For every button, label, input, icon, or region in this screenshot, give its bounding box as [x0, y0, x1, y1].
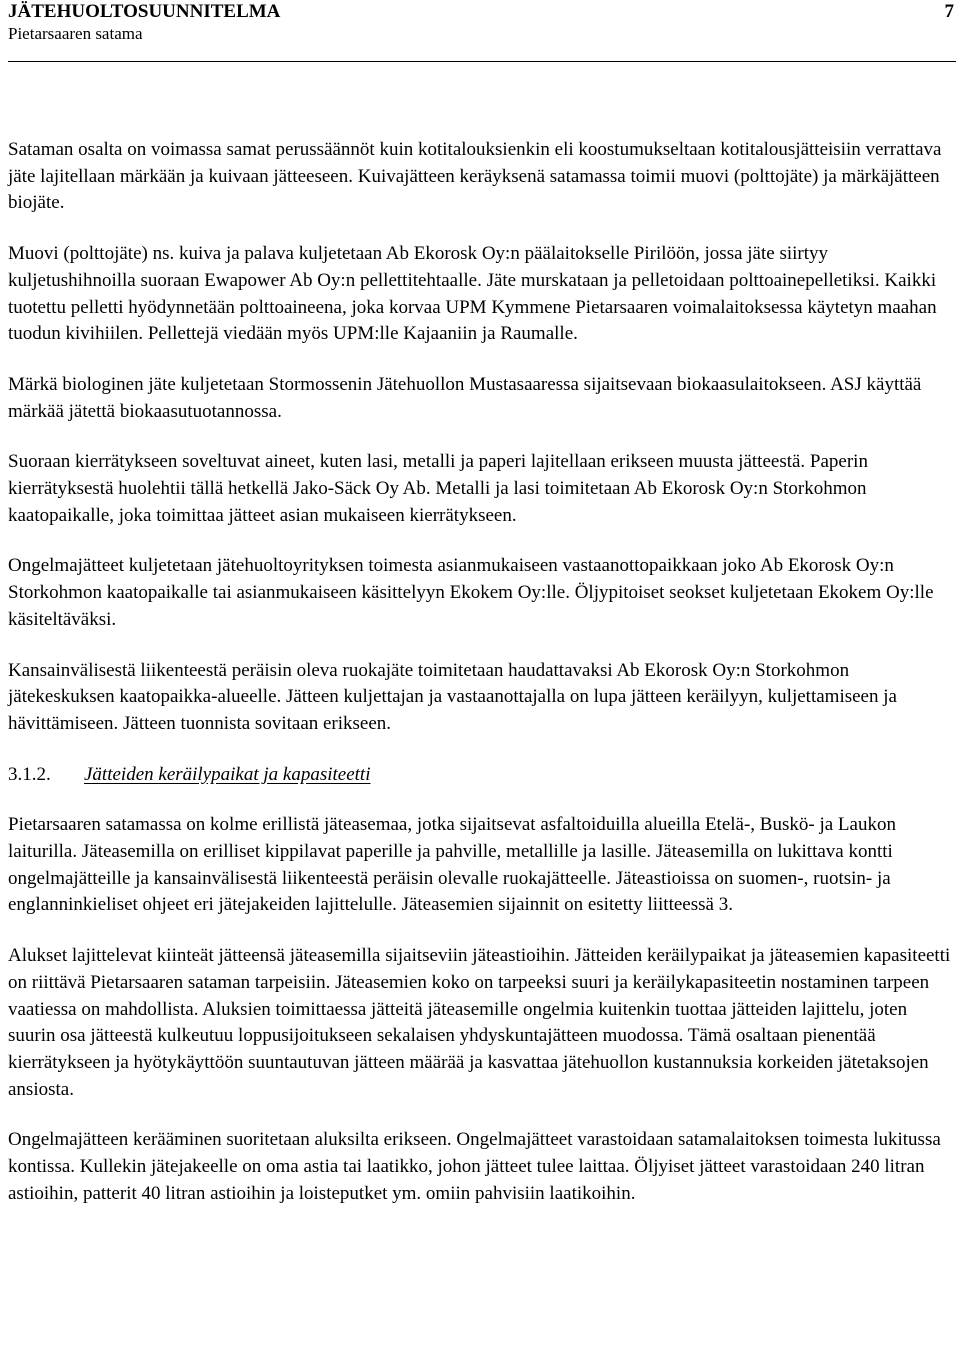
section-title: Jätteiden keräilypaikat ja kapasiteetti	[84, 763, 371, 785]
paragraph-biowaste: Märkä biologinen jäte kuljetetaan Stormossenin Jätehuollon Mustasaaressa sijaitsevaan biokaasulaitokseen. ASJ käyttää märkää jätettä biokaasutuotannossa.	[8, 373, 922, 422]
document-subtitle: Pietarsaaren satama	[8, 24, 143, 43]
paragraph-station-capacity: Alukset lajittelevat kiinteät jätteensä jäteasemilla sijaitseviin jäteastioihin. Jätteiden keräilypaikat ja jäteasemien kapasiteetti on riittävä Pietarsaaren sataman tarpeisiin. Jäteasemien koko on tarpeeksi suuri ja keräilykapasiteetin nostaminen tarpeen vaatiessa on mahdollista. Aluksien toimittaessa jätteitä jäteasemille ongelmia kuitenkin tuottaa jätteiden lajittelu, joten suurin osa jätteestä kulkeutuu loppusijoitukseen sekalaisen yhdyskuntajätteen muodossa. Tämä osaltaan pienentää kierrätykseen ja hyötykäyttöön suuntautuvan jätteen määrää ja kasvattaa jätehuollon kustannuksia korkeiden jätetaksojen ansiosta.	[8, 945, 951, 1100]
section-number: 3.1.2.	[8, 763, 51, 785]
page-number: 7	[944, 1, 954, 22]
paragraph-hazardous-waste: Ongelmajätteet kuljetetaan jätehuoltoyrityksen toimesta asianmukaiseen vastaanottopaikkaan joko Ab Ekorosk Oy:n Storkohmon kaatopaikalle tai asianmukaiseen käsittelyyn Ekokem Oy:lle. Öljypitoiset seokset kuljetetaan Ekokem Oy:lle käsiteltäväksi.	[8, 555, 934, 630]
paragraph-plastic-waste: Muovi (polttojäte) ns. kuiva ja palava kuljetetaan Ab Ekorosk Oy:n päälaitokselle Pirilöön, jossa jäte siirtyy kuljetushihnoilla suoraan Ewapower Ab Oy:n pellettitehtaalle. Jäte murskataan ja pelletoidaan polttoainepelletiksi. Kaikki tuotettu pelletti hyödynnetään polttoaineena, joka korvaa UPM Kymmene Pietarsaaren voimalaitoksessa käytetyn maahan tuodun kivihiilen. Pellettejä viedään myös UPM:lle Kajaaniin ja Raumalle.	[8, 243, 937, 345]
paragraph-international-food-waste: Kansainvälisestä liikenteestä peräisin oleva ruokajäte toimitetaan haudattavaksi Ab Ekorosk Oy:n Storkohmon jätekeskuksen kaatopaikka-alueelle. Jätteen kuljettajan ja vastaanottajalla on lupa jätteen keräilyyn, kuljettamiseen ja hävittämiseen. Jätteen tuonnista sovitaan erikseen.	[8, 659, 897, 734]
paragraph-hazardous-collection: Ongelmajätteen kerääminen suoritetaan aluksilta erikseen. Ongelmajätteet varastoidaan satamalaitoksen toimesta lukitussa kontissa. Kullekin jätejakeelle on oma astia tai laatikko, johon jätteet tulee laittaa. Öljyiset jätteet varastoidaan 240 litran astioihin, patterit 40 litran astioihin ja loisteputket ym. omiin pahvisiin laatikoihin.	[8, 1129, 941, 1204]
header-divider	[8, 61, 956, 62]
document-title: JÄTEHUOLTOSUUNNITELMA	[8, 1, 281, 22]
paragraph-waste-stations: Pietarsaaren satamassa on kolme erillistä jäteasemaa, jotka sijaitsevat asfaltoiduilla alueilla Etelä-, Buskö- ja Laukon laiturilla. Jäteasemilla on erilliset kippilavat paperille ja pahville, metallille ja lasille. Jäteasemilla on lukittava kontti ongelmajätteille ja kansainvälisestä liikenteestä peräisin olevalle ruokajätteelle. Jäteastioissa on suomen-, ruotsin- ja englanninkieliset ohjeet eri jätejakeiden lajittelulle. Jäteasemien sijainnit on esitetty liitteessä 3.	[8, 814, 896, 916]
paragraph-recycling: Suoraan kierrätykseen soveltuvat aineet, kuten lasi, metalli ja paperi lajitellaan erikseen muusta jätteestä. Paperin kierrätyksestä huolehtii tällä hetkellä Jako-Säck Oy Ab. Metalli ja lasi toimitetaan Ab Ekorosk Oy:n Storkohmon kaatopaikalle, joka toimittaa jätteet asian mukaiseen kierrätykseen.	[8, 451, 868, 526]
page-header	[8, 0, 956, 62]
document-body	[8, 137, 956, 1232]
paragraph-household-waste: Sataman osalta on voimassa samat perussäännöt kuin kotitalouksienkin eli koostumukseltaan kotitalousjätteisiin verrattava jäte lajitellaan märkään ja kuivaan jätteeseen. Kuivajätteen keräyksenä satamassa toimii muovi (polttojäte) ja märkäjätteen biojäte.	[8, 139, 942, 214]
section-heading	[8, 762, 956, 789]
